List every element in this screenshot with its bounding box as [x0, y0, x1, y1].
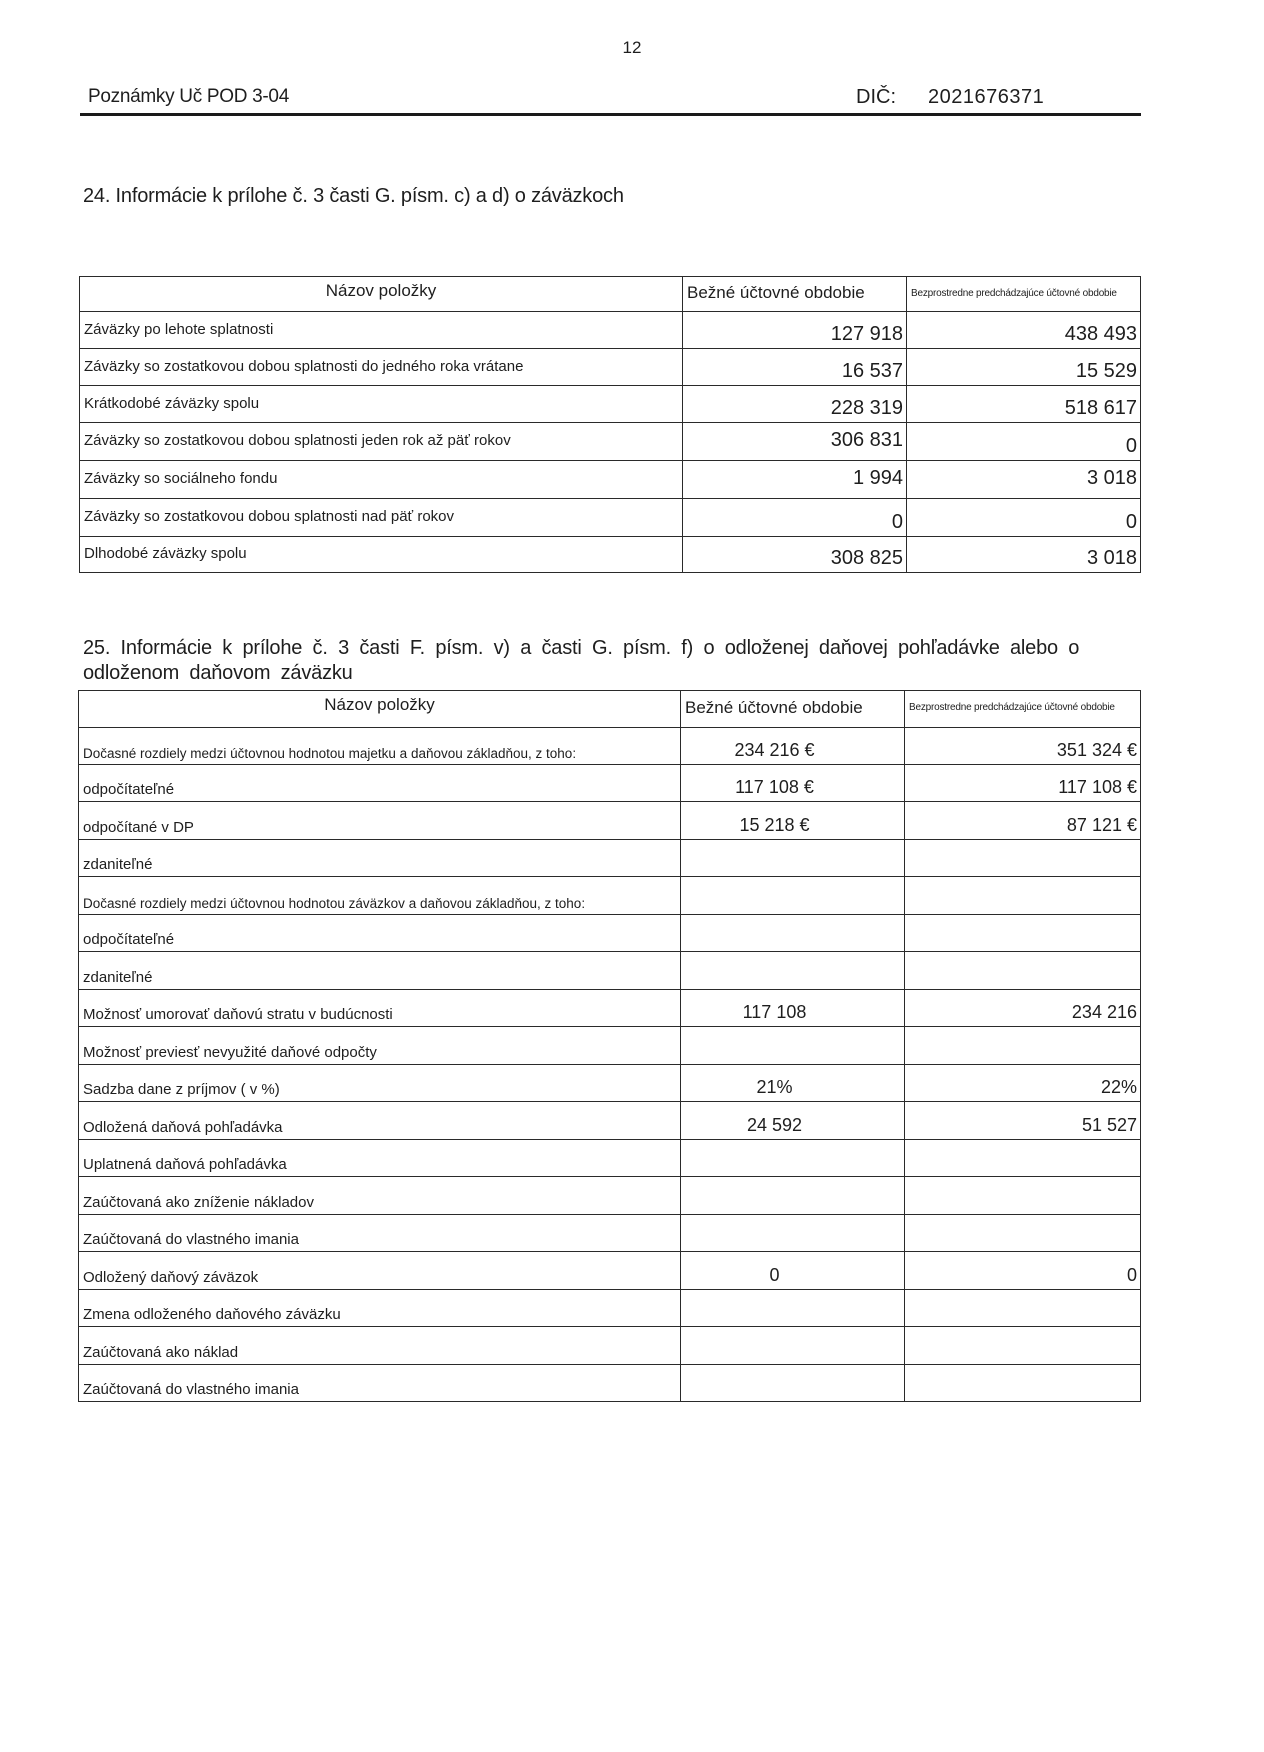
previous-value: 0	[907, 423, 1141, 461]
table-row	[79, 1290, 1141, 1327]
row-label: Odložený daňový záväzok	[79, 1252, 681, 1290]
row-label: Záväzky so zostatkovou dobou splatnosti do jedného roka vrátane	[80, 349, 683, 386]
current-value	[681, 1177, 905, 1215]
previous-value	[905, 1327, 1141, 1365]
current-value: 228 319	[683, 386, 907, 423]
table-row	[80, 386, 1141, 423]
row-label: Dočasné rozdiely medzi účtovnou hodnotou záväzkov a daňovou základňou, z toho:	[79, 877, 681, 915]
previous-value: 87 121 €	[905, 802, 1141, 840]
row-label: Zaúčtovaná do vlastného imania	[79, 1365, 681, 1402]
row-label: zdaniteľné	[79, 952, 681, 990]
current-value	[681, 915, 905, 952]
row-label: Možnosť previesť nevyužité daňové odpočty	[79, 1027, 681, 1065]
row-label: Odložená daňová pohľadávka	[79, 1102, 681, 1140]
previous-value	[905, 1027, 1141, 1065]
row-label: Dlhodobé záväzky spolu	[80, 537, 683, 573]
table-row	[79, 728, 1141, 765]
column-header-current: Bežné účtovné obdobie	[683, 277, 907, 312]
row-label: zdaniteľné	[79, 840, 681, 877]
header-divider	[80, 113, 1141, 116]
table-row	[79, 915, 1141, 952]
table-header-row	[80, 277, 1141, 312]
current-value: 21%	[681, 1065, 905, 1102]
row-label: Záväzky so sociálneho fondu	[80, 461, 683, 499]
previous-value	[905, 1215, 1141, 1252]
current-value: 0	[681, 1252, 905, 1290]
current-value	[681, 877, 905, 915]
previous-value: 22%	[905, 1065, 1141, 1102]
previous-value: 518 617	[907, 386, 1141, 423]
row-label: Zmena odloženého daňového záväzku	[79, 1290, 681, 1327]
table-row	[80, 349, 1141, 386]
row-label: Zaúčtovaná ako zníženie nákladov	[79, 1177, 681, 1215]
current-value: 1 994	[683, 461, 907, 499]
table-row	[79, 1252, 1141, 1290]
previous-value	[905, 1365, 1141, 1402]
current-value: 24 592	[681, 1102, 905, 1140]
row-label: Záväzky so zostatkovou dobou splatnosti jeden rok až päť rokov	[80, 423, 683, 461]
table-row	[79, 765, 1141, 802]
table-row	[79, 1365, 1141, 1402]
current-value	[681, 1290, 905, 1327]
table-row	[79, 1027, 1141, 1065]
dic-value: 2021676371	[928, 86, 1045, 108]
section-25-title: 25. Informácie k prílohe č. 3 časti F. písm. v) a časti G. písm. f) o odloženej daňovej pohľadávke alebo o odloženom daňovom záväzku	[83, 637, 1080, 684]
table-row	[79, 840, 1141, 877]
current-value: 16 537	[683, 349, 907, 386]
table-row	[80, 312, 1141, 349]
table-row	[79, 952, 1141, 990]
current-value: 308 825	[683, 537, 907, 573]
previous-value	[905, 1290, 1141, 1327]
current-value	[681, 1140, 905, 1177]
previous-value	[905, 840, 1141, 877]
table-row	[79, 1327, 1141, 1365]
current-value	[681, 1327, 905, 1365]
row-label: odpočítateľné	[79, 765, 681, 802]
page-number: 12	[622, 38, 642, 57]
row-label: Zaúčtovaná do vlastného imania	[79, 1215, 681, 1252]
current-value	[681, 1027, 905, 1065]
row-label: odpočítateľné	[79, 915, 681, 952]
current-value: 306 831	[683, 423, 907, 461]
previous-value: 3 018	[907, 537, 1141, 573]
table-row	[79, 990, 1141, 1027]
previous-value: 438 493	[907, 312, 1141, 349]
row-label: Záväzky po lehote splatnosti	[80, 312, 683, 349]
table-row	[80, 537, 1141, 573]
document-header-title: Poznámky Uč POD 3-04	[88, 86, 289, 107]
row-label: Krátkodobé záväzky spolu	[80, 386, 683, 423]
previous-value: 15 529	[907, 349, 1141, 386]
previous-value: 0	[907, 499, 1141, 537]
current-value: 117 108	[681, 990, 905, 1027]
table-header-row	[79, 691, 1141, 728]
current-value: 0	[683, 499, 907, 537]
column-header-previous: Bezprostredne predchádzajúce účtovné obdobie	[905, 691, 1141, 728]
previous-value: 51 527	[905, 1102, 1141, 1140]
liabilities-table	[79, 276, 1141, 573]
previous-value	[905, 915, 1141, 952]
row-label: Dočasné rozdiely medzi účtovnou hodnotou majetku a daňovou základňou, z toho:	[79, 728, 681, 765]
table-row	[79, 802, 1141, 840]
deferred-tax-table	[78, 690, 1141, 1402]
row-label: odpočítané v DP	[79, 802, 681, 840]
table-row	[79, 1177, 1141, 1215]
table-row	[80, 461, 1141, 499]
current-value: 117 108 €	[681, 765, 905, 802]
column-header-current: Bežné účtovné obdobie	[681, 691, 905, 728]
row-label: Možnosť umorovať daňovú stratu v budúcnosti	[79, 990, 681, 1027]
table-row	[79, 1102, 1141, 1140]
previous-value: 234 216	[905, 990, 1141, 1027]
previous-value: 3 018	[907, 461, 1141, 499]
previous-value	[905, 1177, 1141, 1215]
column-header-name: Názov položky	[79, 691, 681, 728]
row-label: Uplatnená daňová pohľadávka	[79, 1140, 681, 1177]
section-24-title: 24. Informácie k prílohe č. 3 časti G. písm. c) a d) o záväzkoch	[83, 185, 624, 207]
row-label: Sadzba dane z príjmov ( v %)	[79, 1065, 681, 1102]
dic-label: DIČ:	[856, 86, 896, 108]
table-row	[79, 1140, 1141, 1177]
current-value: 127 918	[683, 312, 907, 349]
previous-value	[905, 952, 1141, 990]
column-header-name: Názov položky	[80, 277, 683, 312]
current-value	[681, 840, 905, 877]
current-value	[681, 1365, 905, 1402]
previous-value: 0	[905, 1252, 1141, 1290]
row-label: Záväzky so zostatkovou dobou splatnosti nad päť rokov	[80, 499, 683, 537]
current-value	[681, 952, 905, 990]
previous-value: 351 324 €	[905, 728, 1141, 765]
table-row	[79, 1065, 1141, 1102]
table-row	[79, 1215, 1141, 1252]
row-label: Zaúčtovaná ako náklad	[79, 1327, 681, 1365]
column-header-previous: Bezprostredne predchádzajúce účtovné obdobie	[907, 277, 1141, 312]
previous-value	[905, 1140, 1141, 1177]
table-row	[80, 423, 1141, 461]
current-value: 234 216 €	[681, 728, 905, 765]
table-row	[79, 877, 1141, 915]
current-value: 15 218 €	[681, 802, 905, 840]
table-row	[80, 499, 1141, 537]
previous-value	[905, 877, 1141, 915]
previous-value: 117 108 €	[905, 765, 1141, 802]
current-value	[681, 1215, 905, 1252]
